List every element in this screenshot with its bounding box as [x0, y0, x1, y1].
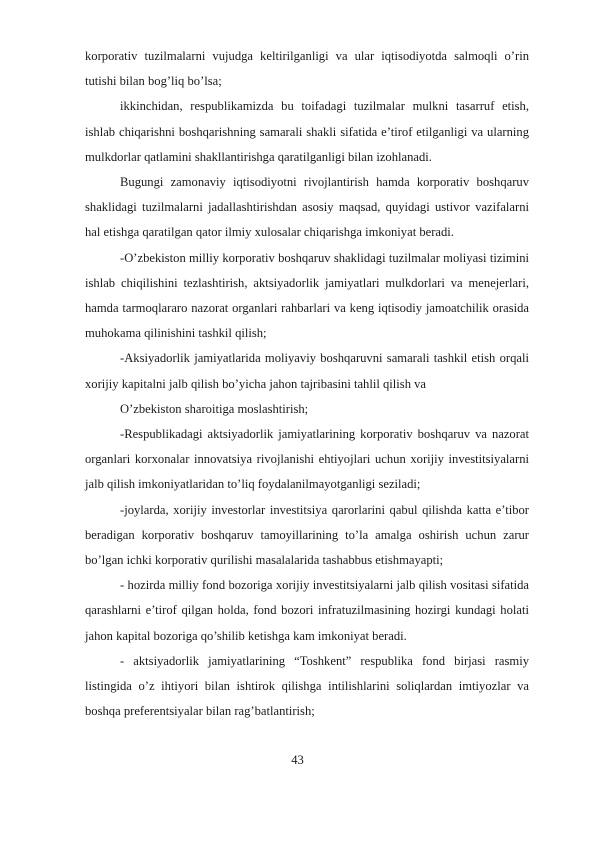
list-item-stock-market: - hozirda milliy fond bozoriga xorijiy investitsiyalarni jalb qilish vositasi sifatida qarashlarni e’tirof qilgan holda, fond bozori infratuzilmasining hozirgi kundagi holati jahon kapital bozoriga qo’shilib ketishga kam imkoniyat beradi.	[85, 578, 529, 643]
paragraph-modern-economy: Bugungi zamonaviy iqtisodiyotni rivojlantirish hamda korporativ boshqaruv shaklidagi tuzilmalarni jadallashtirishdan asosiy maqsad, quyidagi ustivor vazifalarni hal etishga qaratilgan qator ilmiy xulosalar chiqarishga imkoniyat beradi.	[85, 175, 529, 240]
list-item-foreign-capital: -Aksiyadorlik jamiyatlarida moliyaviy boshqaruvni samarali tashkil etish orqali xorijiy kapitalni jalb qilish bo’yicha jahon tajribasini tahlil qilish va	[85, 351, 529, 391]
list-item-republic-jsc: -Respublikadagi aktsiyadorlik jamiyatlarining korporativ boshqaruv va nazorat organlari korxonalar innovatsiya rivojlanishi ehtiyojlari uchun xorijiy investitsiyalarni jalb qilish imkoniyatlaridan to’liq foydalanilmayotganligi seziladi;	[85, 427, 529, 492]
paragraph-continuation: korporativ tuzilmalarni vujudga keltirilganligi va ular iqtisodiyotda salmoqli o’rin tutishi bilan bog’liq bo’lsa;	[85, 49, 529, 89]
body-text	[85, 44, 529, 724]
page-number: 43	[291, 753, 304, 767]
list-item-tashkent-exchange: - aktsiyadorlik jamiyatlarining “Toshkent” respublika fond birjasi rasmiy listingida o’z ihtiyori bilan ishtirok qilishga intilishlarini soliqlardan imtiyozlar va boshqa preferentsiyalar bilan rag’batlantirish;	[85, 653, 529, 719]
list-item-local-initiative: -joylarda, xorijiy investorlar investitsiya qarorlarini qabul qilishda katta e’tibor beradigan korporativ boshqaruv tamoyillarining to’la amalga oshirish uchun zarur bo’lgan ichki korporativ qurilishi masalalarida tashabbus etishmayapti;	[85, 502, 529, 568]
paragraph-secondly: ikkinchidan, respublikamizda bu toifadagi tuzilmalar mulkni tasarruf etish, ishlab chiqarishni boshqarishning samarali shakli sifatida e’tirof etilganligi va ularning mulkdorlar qatlamini shakllantirishga qaratilganligi bilan izohlanadi.	[85, 99, 529, 164]
list-item-national-governance: -O’zbekiston milliy korporativ boshqaruv shaklidagi tuzilmalar moliyasi tizimini ishlab chiqilishini tezlashtirish, aktsiyadorlik jamiyatlari mulkdorlari va menejerlari, hamda tarmoqlararo nazorat organlari rahbarlari va keng iqtisodiy jamoatchilik orasida muhokama qilinishini tashkil qilish;	[85, 250, 529, 341]
list-item-adaptation: O’zbekiston sharoitiga moslashtirish;	[120, 401, 309, 416]
